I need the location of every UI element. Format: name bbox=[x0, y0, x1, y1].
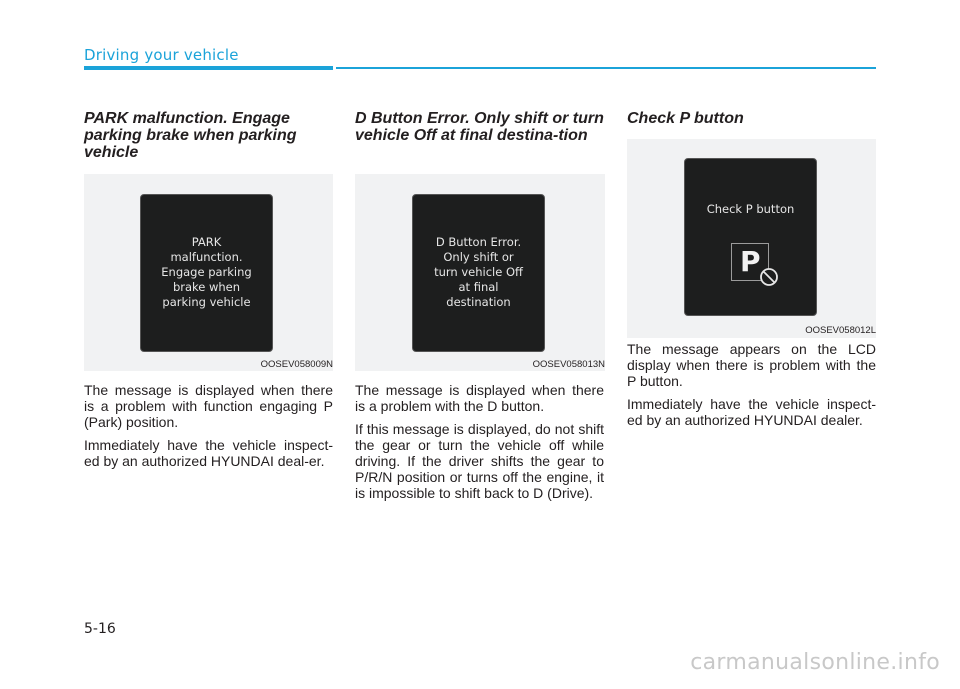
header-rule-thick bbox=[84, 66, 333, 70]
lcd-message: PARK malfunction. Engage parking brake when parking vehicle bbox=[161, 235, 252, 309]
lcd-message: Check P button bbox=[706, 202, 795, 216]
lcd-display bbox=[412, 194, 545, 352]
figure-code: OOSEV058009N bbox=[260, 359, 333, 370]
column-park-malfunction bbox=[84, 110, 333, 469]
paragraph: Immediately have the vehicle inspect-ed by an authorized HYUNDAI deal-er. bbox=[84, 437, 333, 469]
figure-check-p-button bbox=[627, 139, 876, 338]
figure-code: OOSEV058013N bbox=[532, 359, 605, 370]
figure-code: OOSEV058012L bbox=[805, 325, 876, 336]
paragraph: The message is displayed when there is a problem with function engaging P (Park) position. bbox=[84, 382, 333, 430]
paragraph: The message appears on the LCD display when there is problem with the P button. bbox=[627, 341, 876, 389]
paragraph: If this message is displayed, do not shift the gear or turn the vehicle off while driving. If the driver shifts the gear to P/R/N position or turns off the engine, it is impossible to shift back to D (Drive). bbox=[355, 421, 604, 501]
p-letter: P bbox=[740, 245, 761, 278]
lcd-display bbox=[140, 194, 273, 352]
figure-park-malfunction bbox=[84, 174, 333, 371]
column-d-button-error bbox=[355, 110, 604, 501]
heading-park-malfunction: PARK malfunction. Engage parking brake when parking vehicle bbox=[84, 110, 297, 161]
heading-check-p-button: Check P button bbox=[627, 110, 744, 127]
heading-d-button-error: D Button Error. Only shift or turn vehicle Off at final destina-tion bbox=[355, 110, 604, 144]
prohibited-icon bbox=[759, 267, 779, 287]
column-check-p-button bbox=[627, 110, 876, 428]
figure-d-button-error bbox=[355, 174, 605, 371]
watermark: carmanualsonline.info bbox=[690, 650, 940, 675]
header-rule-thin bbox=[336, 67, 876, 69]
paragraph: Immediately have the vehicle inspect-ed by an authorized HYUNDAI dealer. bbox=[627, 396, 876, 428]
paragraph: The message is displayed when there is a problem with the D button. bbox=[355, 382, 604, 414]
lcd-display bbox=[684, 158, 817, 316]
lcd-message: D Button Error. Only shift or turn vehicle Off at final destination bbox=[434, 235, 523, 309]
page-number: 5-16 bbox=[84, 621, 116, 637]
section-title: Driving your vehicle bbox=[84, 46, 239, 64]
